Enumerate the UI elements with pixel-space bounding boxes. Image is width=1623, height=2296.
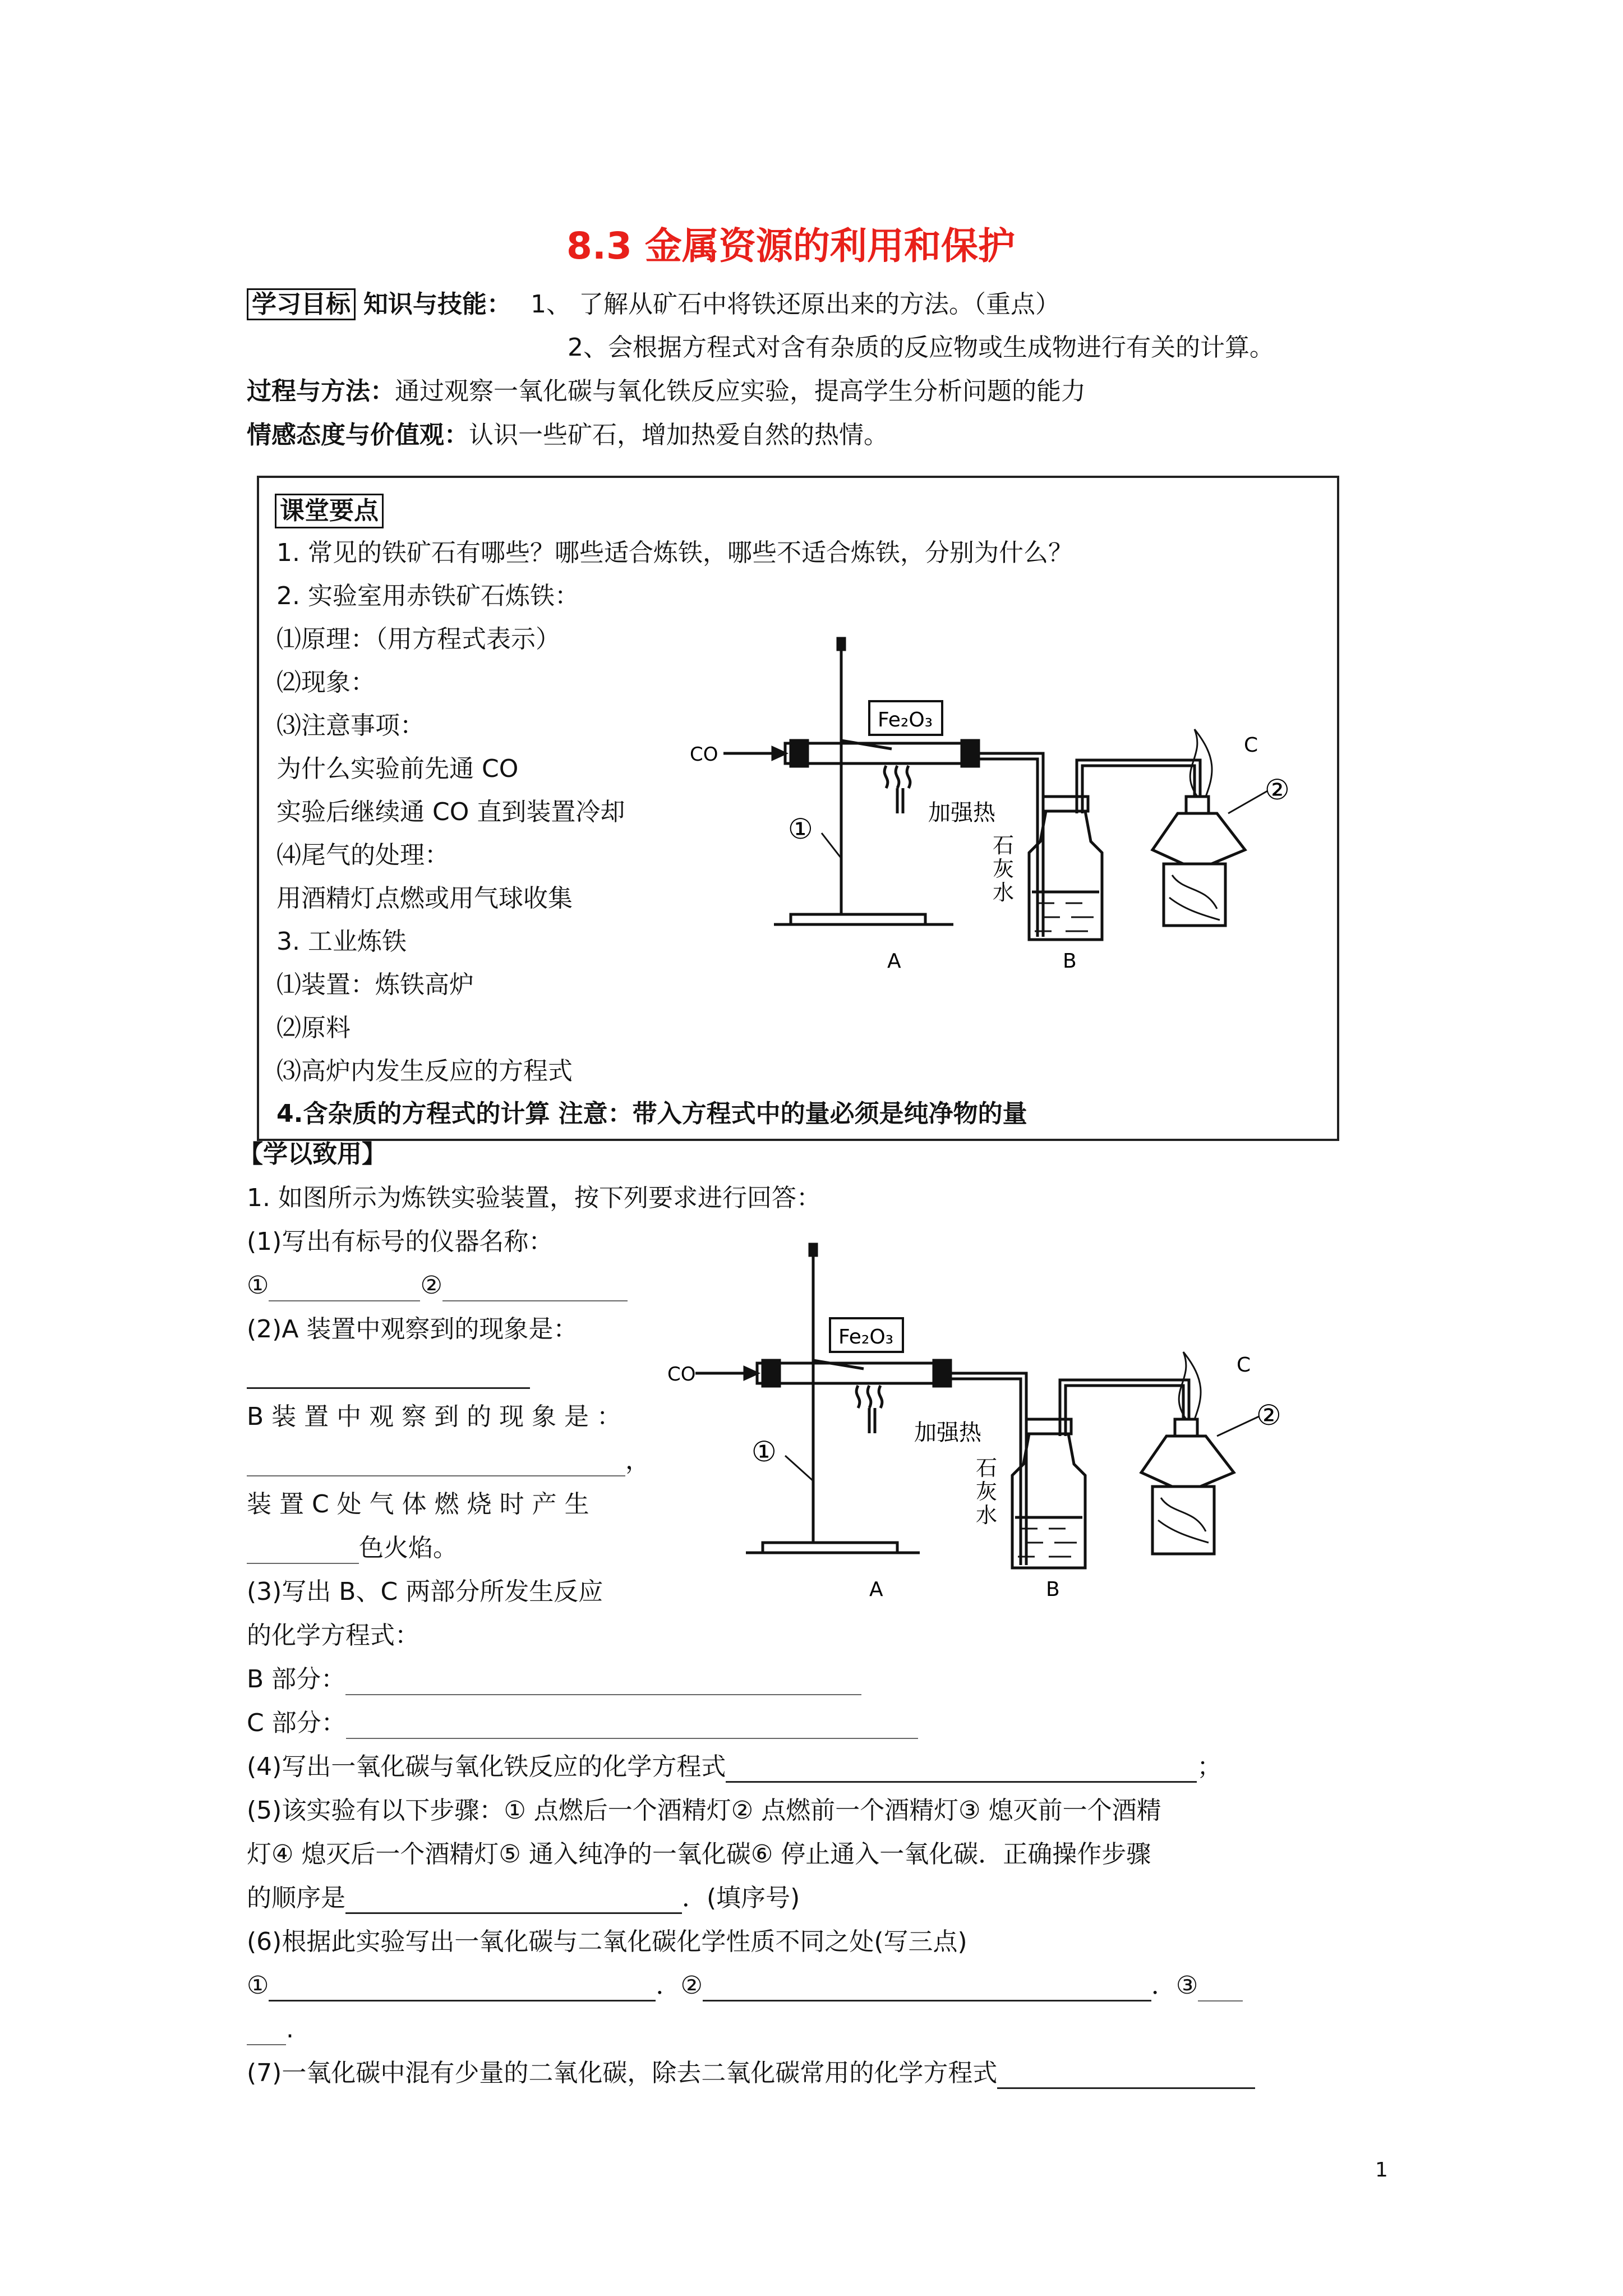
question-1-1: (1)写出有标号的仪器名称： (247, 1227, 554, 1256)
comma: ， (625, 1446, 650, 1475)
question-1-7-line (247, 2058, 1255, 2089)
process-line (247, 376, 1086, 407)
objectives-tag: 学习目标 (247, 288, 356, 320)
knowledge-label: 知识与技能： (363, 290, 511, 319)
knowledge-item-1: 1、 了解从矿石中将铁还原出来的方法。（重点） (531, 290, 1060, 319)
answer-blank[interactable] (726, 1756, 1197, 1783)
label-c: C (1237, 1354, 1251, 1377)
limewater-label-2: 灰 (993, 857, 1015, 881)
period: . (286, 2015, 294, 2044)
heat-label: 加强热 (928, 800, 995, 826)
answer-blank[interactable] (247, 2019, 286, 2045)
co-inlet-label: CO (667, 1363, 696, 1386)
key-point-line: 1. 常见的铁矿石有哪些？哪些适合炼铁，哪些不适合炼铁，分别为什么？ (276, 539, 1073, 567)
answer-blank[interactable] (703, 1975, 1151, 2001)
instrument-name-line (247, 1270, 628, 1301)
fe2o3-label: Fe₂O₃ (838, 1326, 894, 1349)
emotion-text: 认识一些矿石，增加热爱自然的热情。 (469, 421, 888, 449)
answer-blank[interactable] (345, 1888, 682, 1914)
objectives-line-1 (247, 289, 1060, 320)
question-1-5b: 灯④ 熄灭后一个酒精灯⑤ 通入纯净的一氧化碳⑥ 停止通入一氧化碳．正确操作步骤 (247, 1840, 1151, 1869)
answer-line (247, 1533, 458, 1564)
label-b: B (1046, 1578, 1060, 1601)
answer-blank[interactable] (1198, 1976, 1243, 2001)
question-1-2: (2)A 装置中观察到的现象是： (247, 1315, 578, 1343)
knowledge-item-2: 2、会根据方程式对含有杂质的反应物或生成物进行有关的计算。 (568, 333, 1274, 362)
page-number: 1 (1375, 2159, 1388, 2182)
part-c-line (247, 1708, 918, 1739)
question-1-4: (4)写出一氧化碳与氧化铁反应的化学方程式 (247, 1752, 726, 1781)
marker-2: ② (1265, 774, 1290, 806)
flame-suffix: 色火焰。 (359, 1534, 458, 1562)
question-1-5a: (5)该实验有以下步骤：① 点燃后一个酒精灯② 点燃前一个酒精灯③ 熄灭前一个酒精 (247, 1796, 1161, 1825)
key-point-line: 为什么实验前先通 CO (276, 754, 519, 783)
answer-blank[interactable] (247, 1538, 359, 1564)
question-1-4-line (247, 1751, 1221, 1783)
key-point-line: ⑵原料 (276, 1014, 351, 1042)
key-point-line: ⑴装置：炼铁高炉 (276, 970, 474, 999)
answer-marker-3: ．③ (1151, 1971, 1198, 2000)
answer-blank[interactable] (247, 1363, 530, 1389)
answer-blank[interactable] (345, 1669, 861, 1695)
key-point-line: ⑵现象： (276, 668, 375, 697)
co-inlet-label: CO (690, 743, 718, 766)
blank-marker-1: ① (247, 1271, 269, 1300)
answer-marker-1: ① (247, 1971, 269, 2000)
key-point-line: 用酒精灯点燃或用气球收集 (276, 884, 573, 913)
answer-blank[interactable] (346, 1713, 918, 1739)
question-1-3a: (3)写出 B、C 两部分所发生反应 (247, 1577, 603, 1606)
key-point-last-line: 4.含杂质的方程式的计算 注意：带入方程式中的量必须是纯净物的量 (276, 1099, 1027, 1128)
question-1-6-cont (247, 2014, 294, 2045)
answer-line (247, 1358, 530, 1389)
answer-blank[interactable] (269, 1975, 656, 2001)
key-point-line: 3. 工业炼铁 (276, 927, 407, 956)
key-point-line: ⑴原理：（用方程式表示） (276, 625, 560, 654)
key-point-line: ⑶高炉内发生反应的方程式 (276, 1057, 573, 1085)
question-c-flame: 装 置 C 处 气 体 燃 烧 时 产 生 (247, 1490, 589, 1519)
question-1-6: (6)根据此实验写出一氧化碳与二氧化碳化学性质不同之处(写三点) (247, 1927, 967, 1956)
label-a: A (887, 950, 901, 973)
question-1: 1. 如图所示为炼铁实验装置，按下列要求进行回答： (247, 1184, 821, 1212)
process-label: 过程与方法： (247, 377, 395, 406)
question-1-5c-line (247, 1883, 800, 1914)
label-b: B (1063, 950, 1077, 973)
emotion-line (247, 420, 888, 451)
limewater-label-2: 灰 (976, 1479, 998, 1504)
process-text: 通过观察一氧化碳与氧化铁反应实验，提高学生分析问题的能力 (395, 377, 1086, 406)
answer-blank[interactable] (442, 1276, 628, 1301)
marker-1: ① (751, 1435, 777, 1468)
apparatus-diagram-2 (667, 1240, 1329, 1601)
key-point-line: 2. 实验室用赤铁矿石炼铁： (276, 582, 579, 610)
apparatus-diagram-1 (690, 628, 1290, 976)
limewater-label-3: 水 (976, 1503, 998, 1527)
fe2o3-label: Fe₂O₃ (878, 708, 933, 731)
practice-heading: 【学以致用】 (238, 1140, 386, 1168)
part-b-line (247, 1664, 861, 1695)
answer-blank[interactable] (269, 1276, 420, 1301)
answer-marker-2: ．② (656, 1971, 703, 2000)
key-point-line: 实验后继续通 CO 直到装置冷却 (276, 798, 625, 826)
question-1-6-answers (247, 1970, 1243, 2001)
part-b-label: B 部分： (247, 1665, 346, 1694)
semicolon: ； (1197, 1752, 1222, 1781)
answer-blank[interactable] (247, 1451, 625, 1476)
blank-marker-2: ② (420, 1271, 442, 1300)
limewater-label-1: 石 (976, 1456, 998, 1480)
page-title: 8.3 金属资源的利用和保护 (566, 224, 1015, 268)
answer-line (247, 1445, 650, 1476)
limewater-label-1: 石 (993, 833, 1015, 858)
order-label: 的顺序是 (247, 1884, 345, 1912)
key-points-tag: 课堂要点 (275, 494, 384, 528)
label-c: C (1244, 734, 1258, 757)
question-1-3b: 的化学方程式： (247, 1621, 419, 1650)
question-1-7: (7)一氧化碳中混有少量的二氧化碳，除去二氧化碳常用的化学方程式 (247, 2059, 998, 2087)
part-c-label: C 部分： (247, 1709, 346, 1737)
marker-2: ② (1256, 1399, 1281, 1432)
key-point-line: ⑷尾气的处理： (276, 841, 449, 869)
emotion-label: 情感态度与价值观： (247, 421, 469, 449)
order-suffix: ．(填序号) (682, 1884, 800, 1912)
question-b-observation: B 装 置 中 观 察 到 的 现 象 是 ： (247, 1402, 622, 1431)
marker-1: ① (788, 813, 813, 845)
label-a: A (869, 1578, 883, 1601)
heat-label: 加强热 (914, 1420, 981, 1446)
limewater-label-3: 水 (993, 880, 1015, 905)
key-point-line: ⑶注意事项： (276, 711, 425, 740)
answer-blank[interactable] (997, 2063, 1255, 2089)
